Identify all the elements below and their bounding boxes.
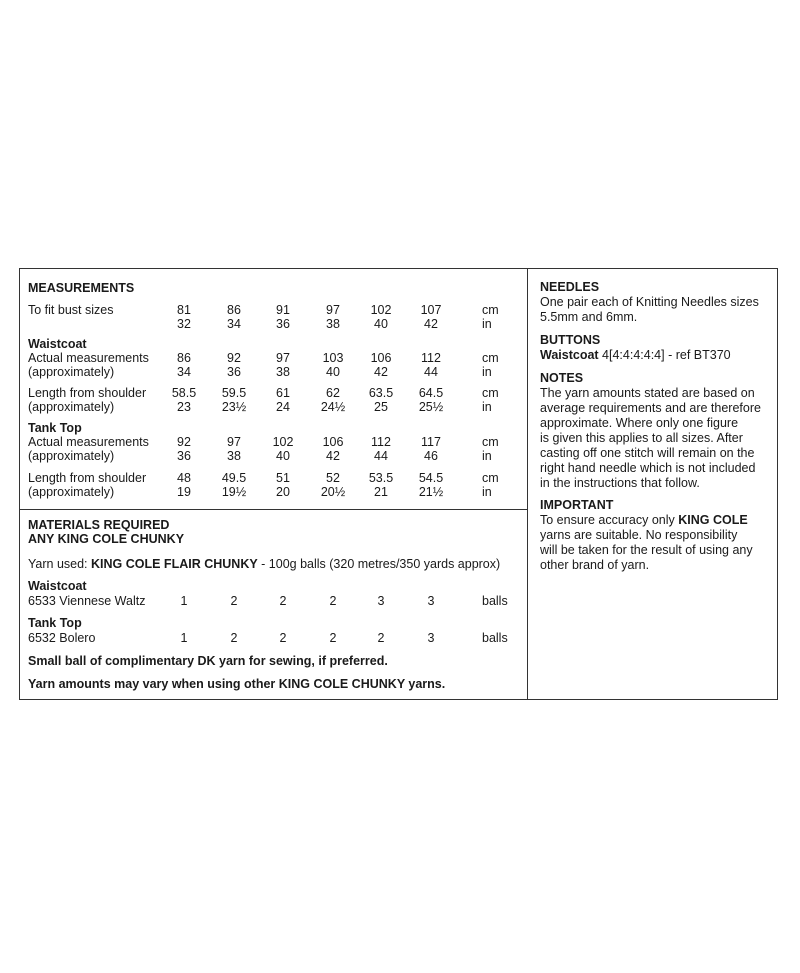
tanktop-actual-cm-1: 92 — [177, 435, 191, 449]
waistcoat-length-approx: (approximately) — [28, 400, 115, 414]
yarn-used-suffix: - 100g balls (320 metres/350 yards approx) — [257, 557, 501, 571]
waistcoat-length-in-1: 23 — [177, 400, 191, 414]
buttons-line — [540, 348, 772, 363]
waistcoat-actual-in-3: 38 — [276, 365, 290, 379]
waistcoat-actual-cm-4: 103 — [322, 351, 344, 365]
waistcoat-length-in-6: 25½ — [418, 400, 444, 414]
waistcoat-actual-approx: (approximately) — [28, 365, 115, 379]
tanktop-actual-in-6: 46 — [424, 449, 438, 463]
tanktop-actual-cm-4: 106 — [322, 435, 344, 449]
waistcoat-actual-unit-in: in — [482, 365, 492, 379]
notes-line-1: The yarn amounts stated are based on — [540, 386, 755, 400]
tanktop-length-approx: (approximately) — [28, 485, 115, 499]
waistcoat-actual-cm-5: 106 — [370, 351, 392, 365]
tanktop-heading: Tank Top — [28, 421, 82, 435]
tanktop-actual-in-5: 44 — [374, 449, 388, 463]
buttons-waistcoat-label: Waistcoat — [540, 348, 599, 362]
waistcoat-length-unit-cm: cm — [482, 386, 499, 400]
tanktop-length-in-6: 21½ — [418, 485, 444, 499]
tanktop-actual-unit-cm: cm — [482, 435, 499, 449]
important-brand: KING COLE — [678, 513, 748, 527]
notes-line-6: right hand needle which is not included — [540, 461, 756, 475]
waistcoat-length-cm-1: 58.5 — [171, 386, 197, 400]
materials-subheading: ANY KING COLE CHUNKY — [28, 532, 185, 546]
fit-cm-2: 86 — [227, 303, 241, 317]
waistcoat-length-in-4: 24½ — [320, 400, 346, 414]
materials-waistcoat-heading: Waistcoat — [28, 579, 87, 593]
waistcoat-balls-5: 3 — [377, 594, 385, 608]
waistcoat-length-unit-in: in — [482, 400, 492, 414]
buttons-heading: BUTTONS — [540, 333, 601, 347]
notes-line-3: approximate. Where only one figure — [540, 416, 739, 430]
fit-cm-6: 107 — [420, 303, 442, 317]
waistcoat-balls-1: 1 — [180, 594, 188, 608]
fit-cm-5: 102 — [370, 303, 392, 317]
tanktop-length-label: Length from shoulder — [28, 471, 147, 485]
waistcoat-length-cm-3: 61 — [276, 386, 290, 400]
tanktop-actual-in-3: 40 — [276, 449, 290, 463]
tanktop-actual-in-2: 38 — [227, 449, 241, 463]
waistcoat-balls-6: 3 — [427, 594, 435, 608]
tanktop-balls-unit: balls — [482, 631, 508, 645]
fit-label: To fit bust sizes — [28, 303, 114, 317]
tanktop-length-cm-4: 52 — [326, 471, 340, 485]
important-line-3: will be taken for the result of using any — [540, 543, 753, 557]
yarn-name: KING COLE FLAIR CHUNKY — [91, 557, 258, 571]
fit-cm-1: 81 — [177, 303, 191, 317]
materials-heading: MATERIALS REQUIRED — [28, 518, 170, 532]
fit-in-4: 38 — [326, 317, 340, 331]
fit-in-6: 42 — [424, 317, 438, 331]
fit-in-5: 40 — [374, 317, 388, 331]
tanktop-length-unit-in: in — [482, 485, 492, 499]
tanktop-length-in-2: 19½ — [221, 485, 247, 499]
fit-in-3: 36 — [276, 317, 290, 331]
waistcoat-heading: Waistcoat — [28, 337, 87, 351]
important-heading: IMPORTANT — [540, 498, 614, 512]
important-prefix: To ensure accuracy only — [540, 513, 679, 527]
tanktop-actual-label: Actual measurements — [28, 435, 149, 449]
important-line-1 — [540, 513, 772, 528]
tanktop-length-in-4: 20½ — [320, 485, 346, 499]
buttons-spec: 4[4:4:4:4:4] - ref BT370 — [598, 348, 731, 362]
tanktop-shade: 6532 Bolero — [28, 631, 96, 645]
tanktop-length-in-3: 20 — [276, 485, 290, 499]
tanktop-actual-cm-6: 117 — [421, 435, 441, 449]
tanktop-balls-6: 3 — [427, 631, 435, 645]
tanktop-length-cm-6: 54.5 — [418, 471, 444, 485]
waistcoat-actual-in-1: 34 — [177, 365, 191, 379]
tanktop-length-cm-5: 53.5 — [368, 471, 394, 485]
fit-unit-in: in — [482, 317, 492, 331]
tanktop-length-cm-1: 48 — [177, 471, 191, 485]
waistcoat-length-cm-2: 59.5 — [221, 386, 247, 400]
tanktop-length-cm-2: 49.5 — [221, 471, 247, 485]
important-line-4: other brand of yarn. — [540, 558, 650, 572]
important-line-2: yarns are suitable. No responsibility — [540, 528, 738, 542]
waistcoat-length-cm-6: 64.5 — [418, 386, 444, 400]
needles-line-1: One pair each of Knitting Needles sizes — [540, 295, 759, 309]
tanktop-length-unit-cm: cm — [482, 471, 499, 485]
waistcoat-length-label: Length from shoulder — [28, 386, 147, 400]
waistcoat-length-cm-4: 62 — [326, 386, 340, 400]
tanktop-actual-cm-2: 97 — [227, 435, 241, 449]
tanktop-actual-in-1: 36 — [177, 449, 191, 463]
waistcoat-actual-in-2: 36 — [227, 365, 241, 379]
needles-heading: NEEDLES — [540, 280, 600, 294]
waistcoat-length-cm-5: 63.5 — [368, 386, 394, 400]
tanktop-actual-in-4: 42 — [326, 449, 340, 463]
waistcoat-shade: 6533 Viennese Waltz — [28, 594, 146, 608]
notes-line-4: is given this applies to all sizes. After — [540, 431, 743, 445]
tanktop-length-cm-3: 51 — [276, 471, 290, 485]
waistcoat-actual-cm-3: 97 — [276, 351, 290, 365]
tanktop-balls-5: 2 — [377, 631, 385, 645]
waistcoat-actual-cm-2: 92 — [227, 351, 241, 365]
waistcoat-balls-4: 2 — [329, 594, 337, 608]
fit-in-1: 32 — [177, 317, 191, 331]
notes-line-7: in the instructions that follow. — [540, 476, 700, 490]
tanktop-length-in-5: 21 — [374, 485, 388, 499]
tanktop-actual-cm-5: 112 — [371, 435, 391, 449]
measurements-heading: MEASUREMENTS — [28, 281, 135, 295]
waistcoat-actual-in-6: 44 — [424, 365, 438, 379]
yarn-used-line — [28, 557, 500, 571]
sewing-note: Small ball of complimentary DK yarn for sewing, if preferred. — [28, 654, 388, 668]
notes-heading: NOTES — [540, 371, 584, 385]
tanktop-balls-1: 1 — [180, 631, 188, 645]
notes-line-2: average requirements and are therefore — [540, 401, 761, 415]
waistcoat-actual-unit-cm: cm — [482, 351, 499, 365]
waistcoat-actual-cm-6: 112 — [421, 351, 441, 365]
section-divider — [19, 509, 528, 510]
fit-cm-3: 91 — [276, 303, 290, 317]
waistcoat-actual-cm-1: 86 — [177, 351, 191, 365]
tanktop-actual-approx: (approximately) — [28, 449, 115, 463]
fit-unit-cm: cm — [482, 303, 499, 317]
yarn-used-prefix: Yarn used: — [28, 557, 92, 571]
tanktop-balls-2: 2 — [230, 631, 238, 645]
waistcoat-actual-in-5: 42 — [374, 365, 388, 379]
waistcoat-actual-in-4: 40 — [326, 365, 340, 379]
needles-line-2: 5.5mm and 6mm. — [540, 310, 638, 324]
tanktop-balls-4: 2 — [329, 631, 337, 645]
notes-line-5: casting off one stitch will remain on the — [540, 446, 755, 460]
waistcoat-length-in-5: 25 — [374, 400, 388, 414]
tanktop-balls-3: 2 — [279, 631, 287, 645]
tanktop-actual-unit-in: in — [482, 449, 492, 463]
fit-cm-4: 97 — [326, 303, 340, 317]
waistcoat-balls-2: 2 — [230, 594, 238, 608]
materials-tanktop-heading: Tank Top — [28, 616, 82, 630]
fit-in-2: 34 — [227, 317, 241, 331]
waistcoat-balls-unit: balls — [482, 594, 508, 608]
yarn-variation-note: Yarn amounts may vary when using other KING COLE CHUNKY yarns. — [28, 677, 446, 691]
waistcoat-balls-3: 2 — [279, 594, 287, 608]
column-divider — [527, 268, 528, 700]
waistcoat-length-in-3: 24 — [276, 400, 290, 414]
waistcoat-length-in-2: 23½ — [221, 400, 247, 414]
tanktop-length-in-1: 19 — [177, 485, 191, 499]
waistcoat-actual-label: Actual measurements — [28, 351, 149, 365]
tanktop-actual-cm-3: 102 — [272, 435, 294, 449]
